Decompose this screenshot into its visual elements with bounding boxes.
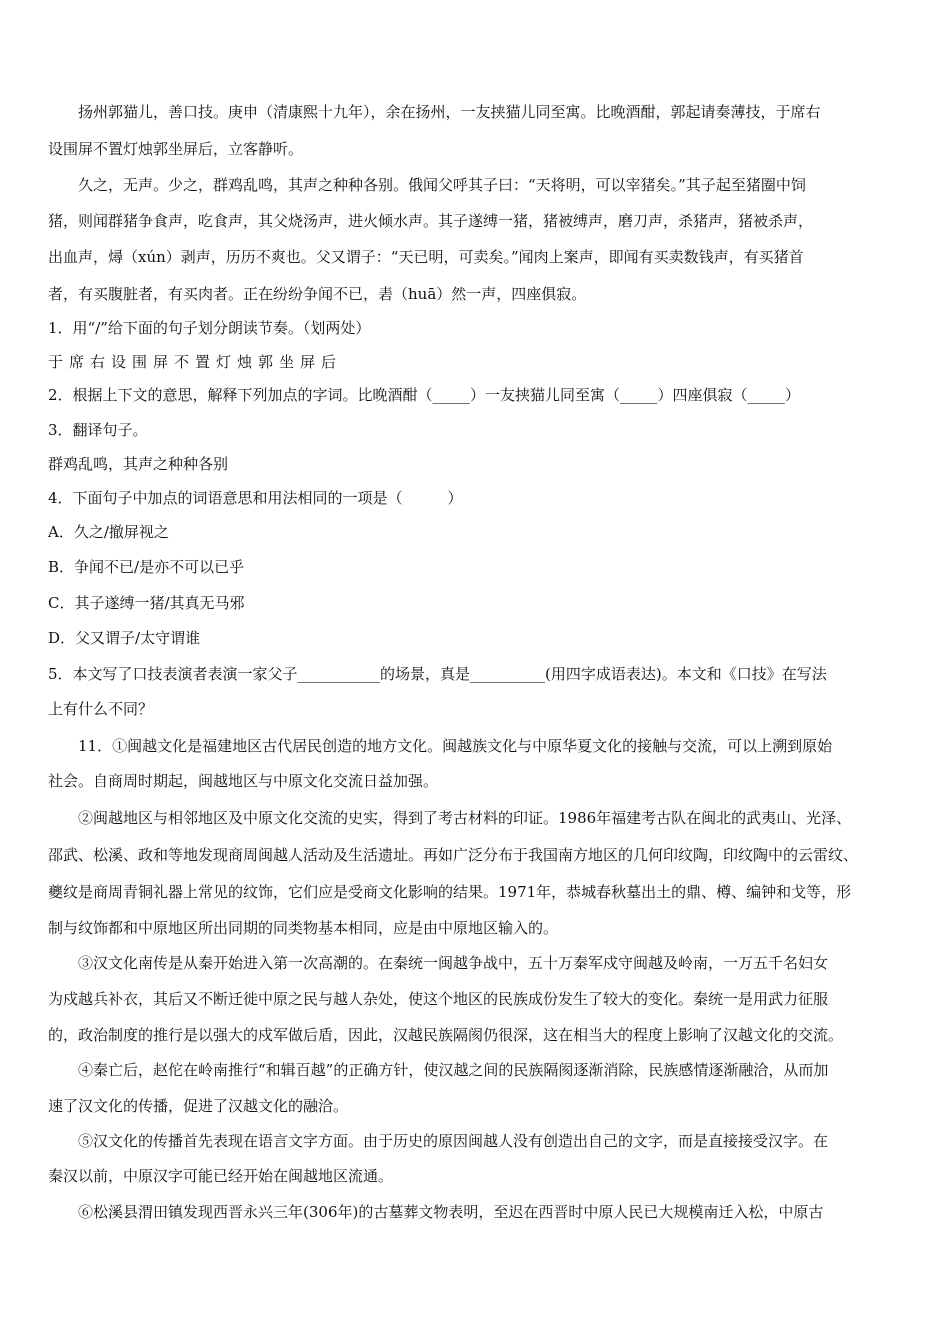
passage1-para2-line1: 久之，无声。少之，群鸡乱鸣，其声之种种各别。俄闻父呼其子曰：“天将明，可以宰猪矣。”其子起至猪圈中饲 — [78, 176, 806, 194]
passage1-para2-line4: 者，有买腹脏者，有买肉者。正在纷纷争闻不已，砉（huā）然一声，四座俱寂。 — [48, 285, 587, 303]
question-4-option-c: C．其子遂缚一猪/其真无马邪 — [48, 594, 245, 612]
passage1-para1-line2: 设围屏不置灯烛郭坐屏后，立客静听。 — [48, 140, 304, 158]
question-5-line1: 5．本文写了口技表演者表演一家父子___________的场景，真是__________(用四字成语表达)。本文和《口技》在写法 — [48, 665, 827, 683]
passage2-s4-line1: ④秦亡后，赵佗在岭南推行“和辑百越”的正确方针，使汉越之间的民族隔阂逐渐消除，民族感情逐渐融洽，从而加 — [78, 1061, 829, 1079]
question-4-option-d: D．父又谓子/太守谓谁 — [48, 629, 201, 647]
question-2: 2．根据上下文的意思，解释下列加点的字词。比晚酒酣（_____）一友挟猫儿同至寓（_____）四座俱寂（_____） — [48, 386, 801, 404]
passage2-s2-line2: 邵武、松溪、政和等地发现商周闽越人活动及生活遗址。再如广泛分布于我国南方地区的几何印纹陶，印纹陶中的云雷纹、 — [48, 846, 859, 864]
passage2-s4-line2: 速了汉文化的传播，促进了汉越文化的融洽。 — [48, 1097, 349, 1115]
question-5-line2: 上有什么不同？ — [48, 700, 154, 718]
passage2-s5-line1: ⑤汉文化的传播首先表现在语言文字方面。由于历史的原因闽越人没有创造出自己的文字，而是直接接受汉字。在 — [78, 1132, 829, 1150]
question-3-sentence: 群鸡乱鸣，其声之种种各别 — [48, 455, 229, 473]
passage2-s3-line3: 的，政治制度的推行是以强大的戍军做后盾，因此，汉越民族隔阂仍很深，这在相当大的程度上影响了汉越文化的交流。 — [48, 1026, 844, 1044]
passage2-s2-line3: 夔纹是商周青铜礼器上常见的纹饰，它们应是受商文化影响的结果。1971年，恭城春秋墓出土的鼎、樽、编钟和戈等，形 — [48, 883, 852, 901]
passage1-para2-line2: 猪，则闻群猪争食声，吃食声，其父烧汤声，进火倾水声。其子遂缚一猪，猪被缚声，磨刀声，杀猪声，猪被杀声， — [48, 212, 814, 230]
passage2-s1-line2: 社会。自商周时期起，闽越地区与中原文化交流日益加强。 — [48, 772, 439, 790]
passage2-s6-line1: ⑥松溪县渭田镇发现西晋永兴三年(306年)的古墓葬文物表明，至迟在西晋时中原人民已大规模南迁入松，中原古 — [78, 1203, 824, 1221]
question-4-option-b: B．争闻不已/是亦不可以已乎 — [48, 558, 245, 576]
passage2-s2-line4: 制与纹饰都和中原地区所出同期的同类物基本相同，应是由中原地区输入的。 — [48, 919, 559, 937]
passage2-s5-line2: 秦汉以前，中原汉字可能已经开始在闽越地区流通。 — [48, 1167, 394, 1185]
question-3: 3．翻译句子。 — [48, 421, 148, 439]
question-4-option-a: A．久之/撤屏视之 — [48, 523, 169, 541]
question-1-sentence: 于席右设围屏不置灯烛郭坐屏后 — [48, 353, 343, 371]
passage1-para2-line3: 出血声，燖（xún）剥声，历历不爽也。父又谓子：“天已明，可卖矣。”闻肉上案声，即闻有买卖数钱声，有买猪首 — [48, 248, 804, 266]
question-4: 4．下面句子中加点的词语意思和用法相同的一项是（ ） — [48, 489, 463, 507]
passage2-s2-line1: ②闽越地区与相邻地区及中原文化交流的史实，得到了考古材料的印证。1986年福建考古队在闽北的武夷山、光泽、 — [78, 809, 852, 827]
passage2-s1-line1: 11．①闽越文化是福建地区古代居民创造的地方文化。闽越族文化与中原华夏文化的接触与交流，可以上溯到原始 — [78, 737, 833, 755]
passage2-s3-line2: 为戍越兵补衣，其后又不断迁徙中原之民与越人杂处，使这个地区的民族成份发生了较大的变化。秦统一是用武力征服 — [48, 990, 829, 1008]
passage1-para1-line1: 扬州郭猫儿，善口技。庚申（清康熙十九年），余在扬州，一友挟猫儿同至寓。比晚酒酣，郭起请奏薄技，于席右 — [78, 103, 821, 121]
passage2-s3-line1: ③汉文化南传是从秦开始进入第一次高潮的。在秦统一闽越争战中，五十万秦军戍守闽越及岭南，一万五千名妇女 — [78, 954, 829, 972]
question-1: 1．用“/”给下面的句子划分朗读节奏。（划两处） — [48, 319, 371, 337]
